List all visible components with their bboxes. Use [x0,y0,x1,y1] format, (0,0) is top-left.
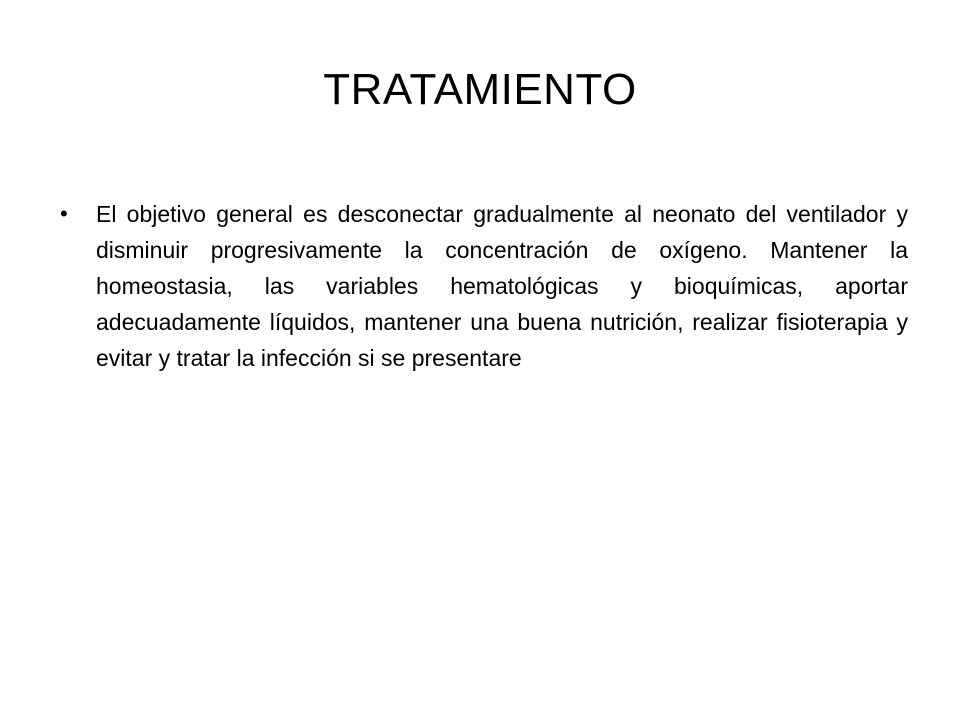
bullet-list [58,196,908,376]
bullet-item [58,196,908,376]
bullet-marker: • [60,201,68,226]
slide-title: TRATAMIENTO [323,65,637,114]
bullet-text: El objetivo general es desconectar gradualmente al neonato del ventilador y disminuir progresivamente la concentración de oxígeno. Mantener la homeostasia, las variables hematológicas y bioquímicas, aportar adecuadamente líquidos, mantener una buena nutrición, realizar fisioterapia y evitar y tratar la infección si se presentare [96,201,908,371]
